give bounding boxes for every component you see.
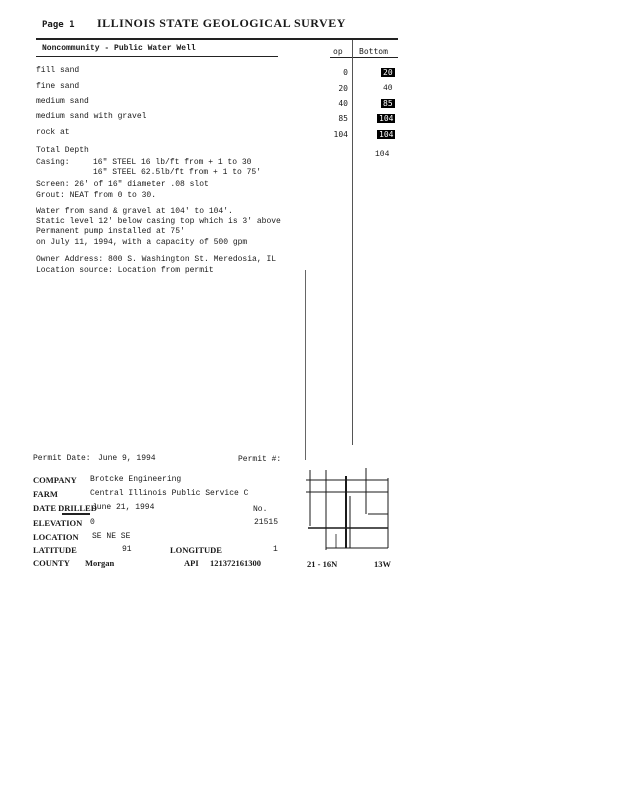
bottom-column-header: Bottom [359,47,388,56]
header-rule [36,38,398,40]
stratum-top: 85 [338,114,348,123]
farm-value: Central Illinois Public Service C [90,489,249,498]
date-drilled-label: DATE DRILLED [33,503,97,513]
page-number: Page 1 [42,20,75,30]
note-line: Permanent pump installed at 75' [36,227,185,236]
stratum-name: fine sand [36,82,80,91]
well-type: Noncommunity - Public Water Well [42,44,196,53]
stratum-top: 0 [343,68,348,77]
note-line: Static level 12' below casing top which is 3' above [36,217,281,226]
permit-date-label: Permit Date: [33,454,91,463]
longitude-value: 1 [273,545,278,554]
note-line: 16" STEEL 16 lb/ft from + 1 to 30 [93,158,252,167]
stratum-name: medium sand [36,97,89,106]
stratum-bottom: 85 [383,99,393,108]
document-title: ILLINOIS STATE GEOLOGICAL SURVEY [97,16,346,30]
elevation-value: 0 [90,518,95,527]
note-line: Water from sand & gravel at 104' to 104'. [36,207,233,216]
location-label: LOCATION [33,532,79,542]
date-drilled-underline [62,513,90,515]
stratum-bottom: 104 [379,130,394,139]
company-label: COMPANY [33,475,77,485]
stratum-bottom: 40 [383,84,393,93]
date-drilled-value: June 21, 1994 [92,503,155,512]
location-value: SE NE SE [92,532,131,541]
stratum-name: fill sand [36,66,80,75]
left-column-divider [305,270,306,460]
longitude-label: LONGITUDE [170,545,222,555]
note-line: 16" STEEL 62.5lb/ft from + 1 to 75' [93,168,262,177]
permit-number-label: Permit #: [238,455,282,464]
stratum-name: rock at [36,128,70,137]
latitude-label: LATITUDE [33,545,77,555]
total-depth-value: 104 [375,150,390,159]
company-value: Brotcke Engineering [90,475,182,484]
stratum-bottom: 20 [383,68,393,77]
note-line: Location source: Location from permit [36,266,214,275]
farm-label: FARM [33,489,58,499]
permit-date-value: June 9, 1994 [98,454,156,463]
column-header-rule [330,57,398,58]
casing-label: Casing: [36,158,70,167]
well-type-underline [36,56,278,57]
api-label: API [184,558,199,568]
note-line: on July 11, 1994, with a capacity of 500 gpm [36,238,248,247]
range: 13W [374,559,391,569]
section-township: 21 - 16N [307,559,338,569]
latitude-value: 91 [122,545,132,554]
stratum-top: 20 [338,84,348,93]
county-value: Morgan [85,558,115,568]
stratum-top: 104 [333,130,348,139]
elevation-label: ELEVATION [33,518,83,528]
total-depth-label: Total Depth [36,146,89,155]
elevation-id: 21515 [254,518,279,527]
api-value: 121372161300 [210,558,261,568]
top-column-divider [352,40,353,445]
drilled-no: No. [253,505,268,514]
county-label: COUNTY [33,558,70,568]
stratum-top: 40 [338,99,348,108]
note-line: Screen: 26' of 16" diameter .08 slot [36,180,209,189]
section-grid-map [306,468,390,552]
note-line: Owner Address: 800 S. Washington St. Meredosia, IL [36,255,277,264]
stratum-bottom: 104 [379,114,394,123]
top-column-header: op [333,47,343,56]
stratum-name: medium sand with gravel [36,112,147,121]
note-line: Grout: NEAT from 0 to 30. [36,191,157,200]
